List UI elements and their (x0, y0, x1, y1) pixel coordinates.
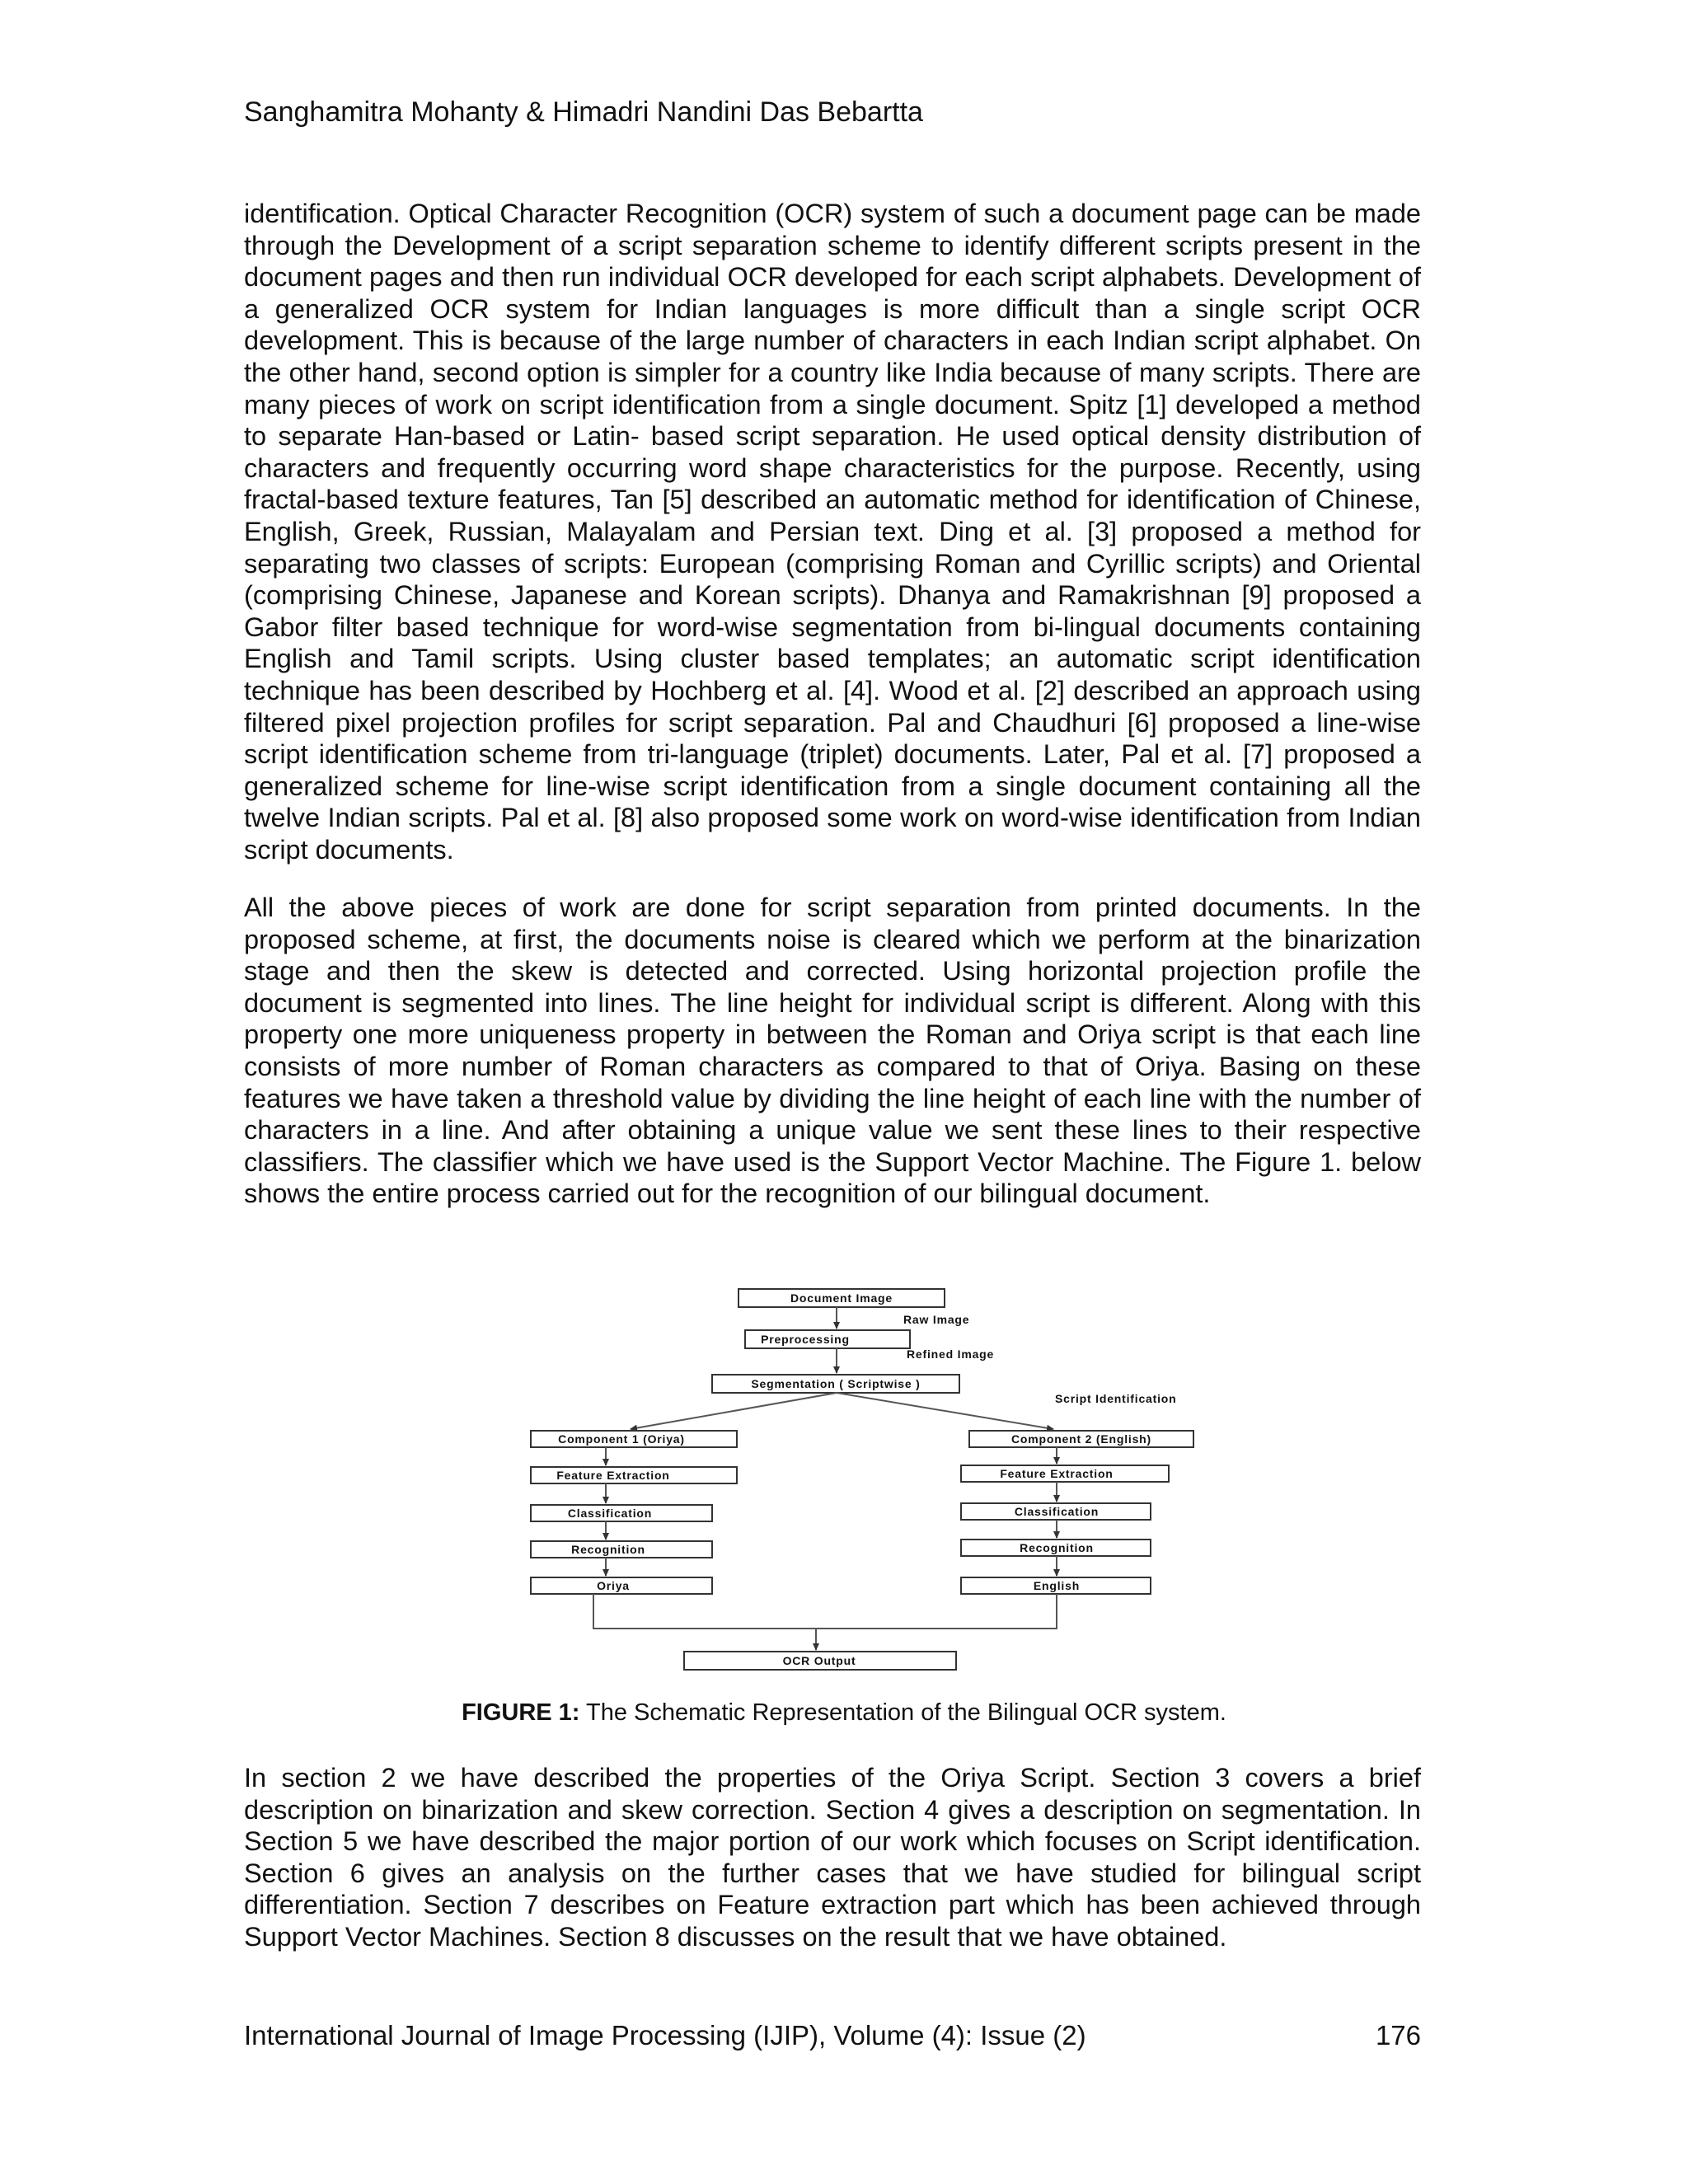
flowchart-svg (511, 1282, 1236, 1694)
script-identification-label: Script Identification (1055, 1392, 1177, 1405)
feature-left-label: Feature Extraction (556, 1469, 670, 1482)
page-number: 176 (1375, 2020, 1421, 2050)
body-paragraph-3: In section 2 we have described the properties of the Oriya Script. Section 3 covers a brief description on binarization and skew correction. Section 4 gives a description on segmentation. In Section 5 we have described the major portion of our work which focuses on Script identification. Section 6 gives an analysis on the further cases that we have studied for bilingual script differentiation. Section 7 describes on Feature extraction part which has been achieved through Support Vector Machines. Section 8 discusses on the result that we have obtained. (244, 1763, 1421, 1952)
body-paragraph-2: All the above pieces of work are done for script separation from printed documents. In the proposed scheme, at first, the documents noise is cleared which we perform at the binarization stage and then the skew is detected and corrected. Using horizontal projection profile the document is segmented into lines. The line height for individual script is different. Along with this property one more uniqueness property in between the Roman and Oriya script is that each line consists of more number of Roman characters as compared to that of Oriya. Basing on these features we have taken a threshold value by dividing the line height of each line with the number of characters in a line. And after obtaining a unique value we sent these lines to their respective classifiers. The classifier which we have used is the Support Vector Machine. The Figure 1. below shows the entire process carried out for the recognition of our bilingual document. (244, 893, 1421, 1209)
refined-image-label: Refined Image (907, 1347, 995, 1361)
arrow-seg-to-comp1 (631, 1393, 837, 1429)
document-image-label: Document Image (790, 1291, 893, 1305)
recognition-left-label: Recognition (571, 1543, 645, 1556)
component2-label: Component 2 (English) (1010, 1432, 1152, 1446)
ocr-flowchart-figure (511, 1282, 1236, 1694)
segmentation-label: Segmentation ( Scriptwise ) (751, 1377, 921, 1390)
page-footer (244, 2019, 1421, 2052)
oriya-label: Oriya (597, 1579, 630, 1592)
recognition-right-label: Recognition (1020, 1541, 1094, 1554)
figure-caption-text: The Schematic Representation of the Bilingual OCR system. (579, 1699, 1226, 1726)
arrow-seg-to-comp2 (837, 1393, 1053, 1429)
classification-right-label: Classification (1014, 1505, 1100, 1518)
merge-connector (593, 1594, 1057, 1629)
feature-right-label: Feature Extraction (1000, 1467, 1114, 1480)
component1-label: Component 1 (Oriya) (558, 1432, 685, 1446)
raw-image-label: Raw Image (903, 1313, 970, 1326)
preprocessing-label: Preprocessing (761, 1333, 850, 1346)
figure-caption-label: FIGURE 1: (462, 1699, 580, 1726)
classification-left-label: Classification (567, 1507, 653, 1520)
figure-caption (0, 1698, 1688, 1727)
body-paragraph-1: identification. Optical Character Recognition (OCR) system of such a document page can be made through the Development of a script separation scheme to identify different scripts present in the document pages and then run individual OCR developed for each script alphabets. Development of a generalized OCR system for Indian languages is more difficult than a single script OCR development. This is because of the large number of characters in each Indian script alphabet. On the other hand, second option is simpler for a country like India because of many scripts. There are many pieces of work on script identification from a single document. Spitz [1] developed a method to separate Han-based or Latin- based script separation. He used optical density distribution of characters and frequently occurring word shape characteristics for the purpose. Recently, using fractal-based texture features, Tan [5] described an automatic method for identification of Chinese, English, Greek, Russian, Malayalam and Persian text. Ding et al. [3] proposed a method for separating two classes of scripts: European (comprising Roman and Cyrillic scripts) and Oriental (comprising Chinese, Japanese and Korean scripts). Dhanya and Ramakrishnan [9] proposed a Gabor filter based technique for word-wise segmentation from bi-lingual documents containing English and Tamil scripts. Using cluster based templates; an automatic script identification technique has been described by Hochberg et al. [4]. Wood et al. [2] described an approach using filtered pixel projection profiles for script separation. Pal and Chaudhuri [6] proposed a line-wise script identification scheme from tri-language (triplet) documents. Later, Pal et al. [7] proposed a generalized scheme for line-wise script identification from a single document containing all the twelve Indian scripts. Pal et al. [8] also proposed some work on word-wise identification from Indian script documents. (244, 199, 1421, 865)
journal-citation: International Journal of Image Processing (IJIP), Volume (4): Issue (2) (244, 2020, 1086, 2050)
english-label: English (1033, 1579, 1081, 1592)
ocr-output-label: OCR Output (782, 1654, 856, 1667)
running-header: Sanghamitra Mohanty & Himadri Nandini Das Bebartta (244, 96, 923, 128)
